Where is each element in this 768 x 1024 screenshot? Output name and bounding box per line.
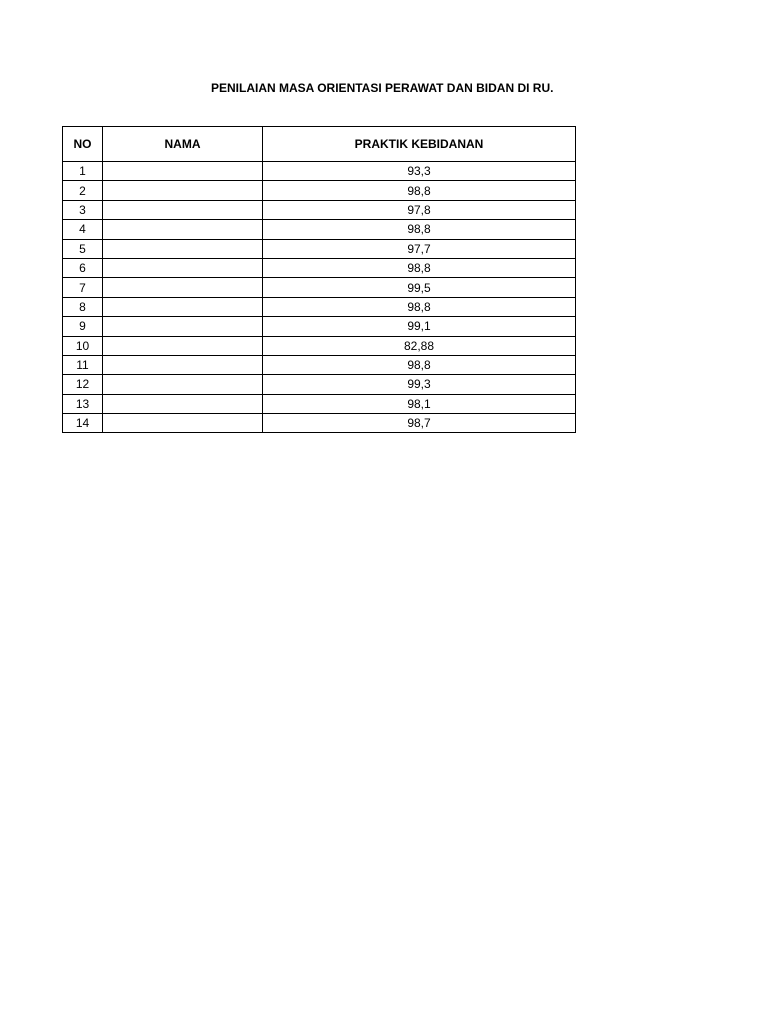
table-row	[63, 297, 576, 316]
table-body	[63, 162, 576, 433]
table-row	[63, 375, 576, 394]
header-praktik-kebidanan: PRAKTIK KEBIDANAN	[263, 127, 576, 162]
cell-praktik-kebidanan: 82,88	[263, 336, 576, 355]
cell-praktik-kebidanan: 99,5	[263, 278, 576, 297]
cell-nama	[103, 162, 263, 181]
cell-nama	[103, 297, 263, 316]
cell-nama	[103, 336, 263, 355]
cell-no: 5	[63, 239, 103, 258]
cell-praktik-kebidanan: 98,8	[263, 258, 576, 277]
table-row	[63, 355, 576, 374]
table-row	[63, 162, 576, 181]
cell-nama	[103, 278, 263, 297]
cell-no: 10	[63, 336, 103, 355]
cell-no: 2	[63, 181, 103, 200]
cell-nama	[103, 414, 263, 433]
cell-no: 7	[63, 278, 103, 297]
cell-nama	[103, 355, 263, 374]
cell-nama	[103, 239, 263, 258]
table-row	[63, 414, 576, 433]
cell-no: 3	[63, 200, 103, 219]
cell-no: 13	[63, 394, 103, 413]
cell-nama	[103, 394, 263, 413]
cell-praktik-kebidanan: 98,8	[263, 220, 576, 239]
table-row	[63, 317, 576, 336]
table-header-row	[63, 127, 576, 162]
score-table	[62, 126, 576, 433]
cell-praktik-kebidanan: 98,8	[263, 355, 576, 374]
cell-praktik-kebidanan: 98,8	[263, 297, 576, 316]
cell-praktik-kebidanan: 97,8	[263, 200, 576, 219]
table-row	[63, 258, 576, 277]
cell-praktik-kebidanan: 98,7	[263, 414, 576, 433]
cell-no: 1	[63, 162, 103, 181]
table-row	[63, 394, 576, 413]
page-title: PENILAIAN MASA ORIENTASI PERAWAT DAN BIDAN DI RU.	[211, 81, 554, 95]
table-row	[63, 278, 576, 297]
cell-praktik-kebidanan: 93,3	[263, 162, 576, 181]
cell-praktik-kebidanan: 99,1	[263, 317, 576, 336]
cell-no: 4	[63, 220, 103, 239]
header-nama: NAMA	[103, 127, 263, 162]
table-row	[63, 200, 576, 219]
table-row	[63, 181, 576, 200]
cell-no: 6	[63, 258, 103, 277]
table-row	[63, 239, 576, 258]
cell-praktik-kebidanan: 98,8	[263, 181, 576, 200]
cell-praktik-kebidanan: 97,7	[263, 239, 576, 258]
cell-no: 8	[63, 297, 103, 316]
cell-nama	[103, 317, 263, 336]
cell-nama	[103, 375, 263, 394]
table-row	[63, 336, 576, 355]
cell-praktik-kebidanan: 99,3	[263, 375, 576, 394]
cell-nama	[103, 220, 263, 239]
cell-no: 11	[63, 355, 103, 374]
cell-no: 9	[63, 317, 103, 336]
cell-nama	[103, 258, 263, 277]
table-row	[63, 220, 576, 239]
cell-no: 14	[63, 414, 103, 433]
cell-praktik-kebidanan: 98,1	[263, 394, 576, 413]
header-no: NO	[63, 127, 103, 162]
cell-no: 12	[63, 375, 103, 394]
cell-nama	[103, 181, 263, 200]
cell-nama	[103, 200, 263, 219]
